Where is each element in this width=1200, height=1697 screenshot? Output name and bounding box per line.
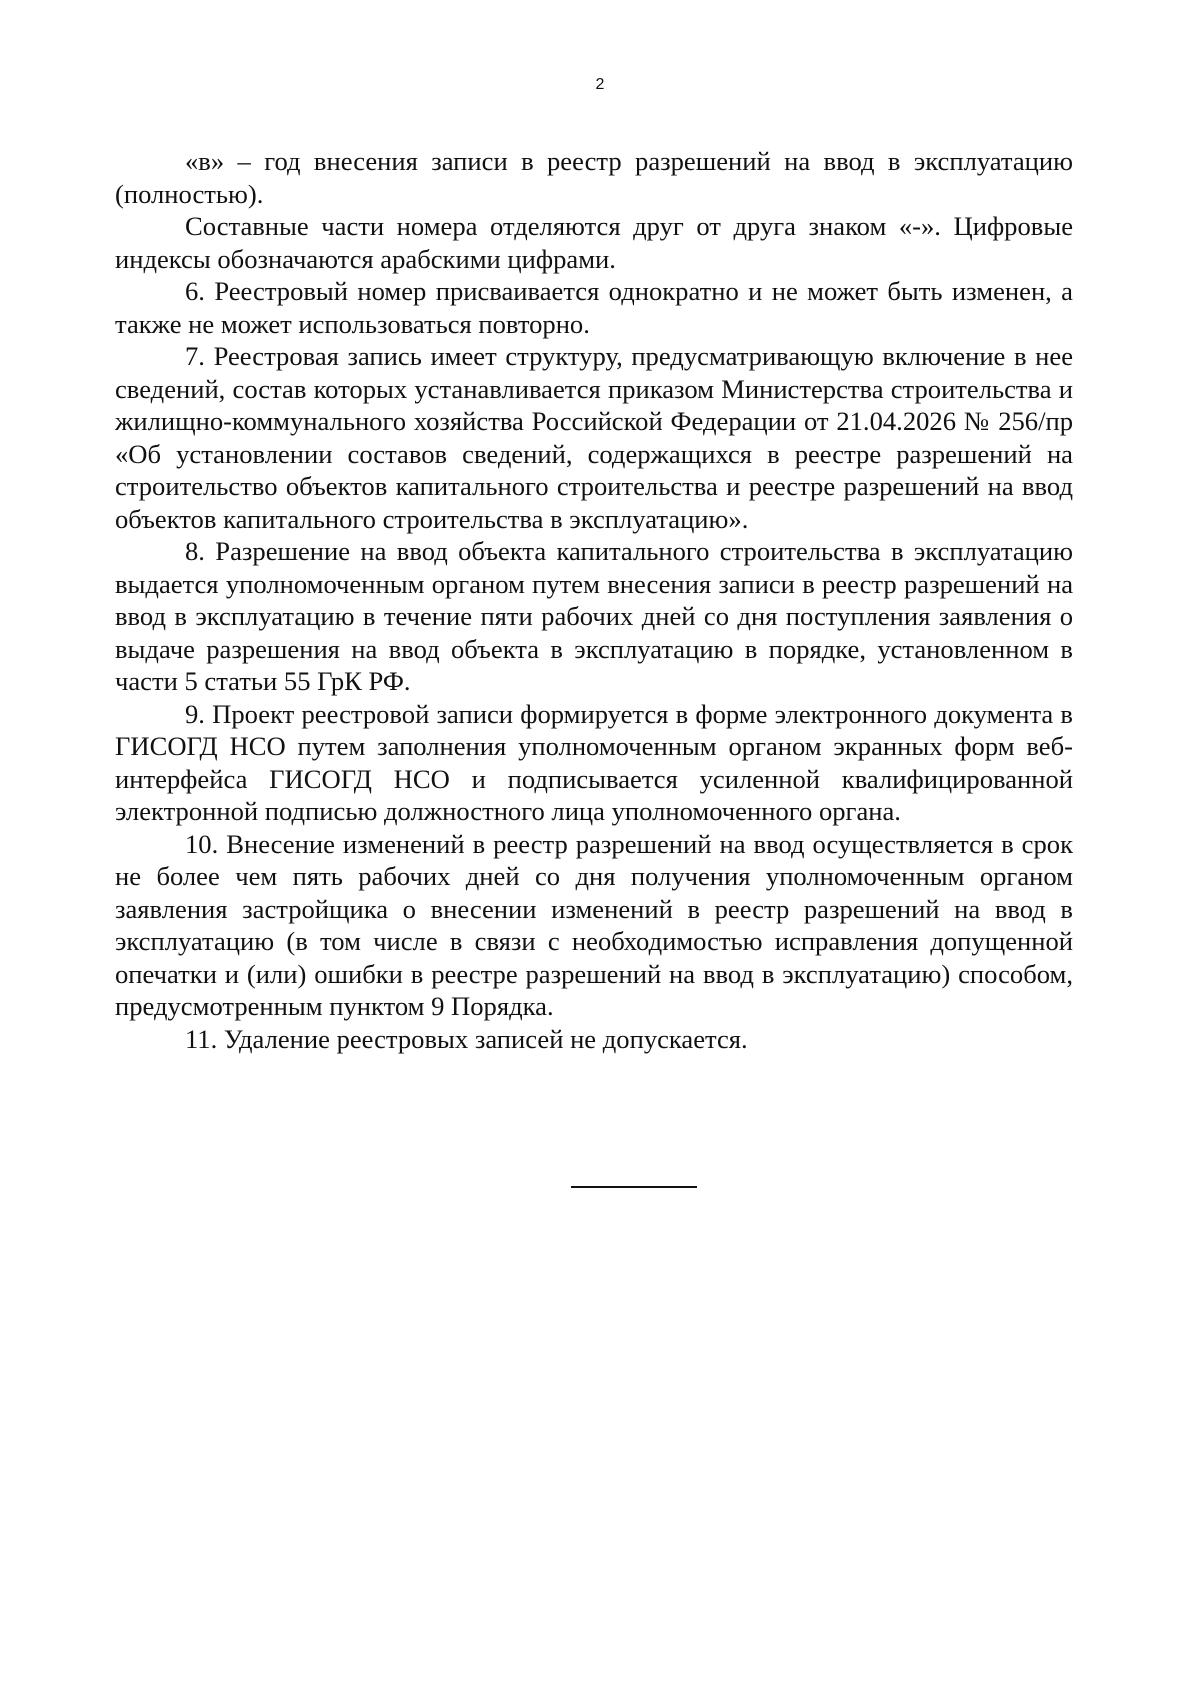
paragraph-item-11: 11. Удаление реестровых записей не допускается. xyxy=(185,1023,748,1054)
paragraph-item-6: 6. Реестровый номер присваивается однократно и не может быть изменен, а также не может использоваться повторно. xyxy=(115,276,1073,339)
paragraph-item-8: 8. Разрешение на ввод объекта капитального строительства в эксплуатацию выдается уполномоченным органом путем внесения записи в реестр разрешений на ввод в эксплуатацию в течение пяти рабочих дней со дня поступления заявления о выдаче разрешения на ввод объекта в эксплуатацию в порядке, установленном в части 5 статьи 55 ГрК РФ. xyxy=(115,536,1073,696)
page-number: 2 xyxy=(595,76,605,93)
paragraph-item-7: 7. Реестровая запись имеет структуру, предусматривающую включение в нее сведений, состав которых устанавливается приказом Министерства строительства и жилищно-коммунального хозяйства Российской Федерации от 21.04.2026 № 256/пр «Об установлении составов сведений, содержащихся в реестре разрешений на строительство объектов капитального строительства и реестре разрешений на ввод объектов капитального строительства в эксплуатацию». xyxy=(115,341,1073,534)
paragraph-item-9: 9. Проект реестровой записи формируется в форме электронного документа в ГИСОГД НСО путем заполнения уполномоченным органом экранных форм веб-интерфейса ГИСОГД НСО и подписывается усиленной квалифицированной электронной подписью должностного лица уполномоченного органа. xyxy=(115,698,1073,826)
document-body xyxy=(115,145,1073,1055)
paragraph-item-10: 10. Внесение изменений в реестр разрешений на ввод осуществляется в срок не более чем пять рабочих дней со дня получения уполномоченным органом заявления застройщика о внесении изменений в реестр разрешений на ввод в эксплуатацию (в том числе в связи с необходимостью исправления допущенной опечатки и (или) ошибки в реестре разрешений на ввод в эксплуатацию) способом, предусмотренным пунктом 9 Порядка. xyxy=(115,828,1073,1021)
paragraph-number-parts: Составные части номера отделяются друг от друга знаком «-». Цифровые индексы обозначаются арабскими цифрами. xyxy=(115,211,1073,274)
end-of-document-rule xyxy=(571,1186,697,1188)
paragraph-year-index: «в» – год внесения записи в реестр разрешений на ввод в эксплуатацию (полностью). xyxy=(115,146,1073,209)
